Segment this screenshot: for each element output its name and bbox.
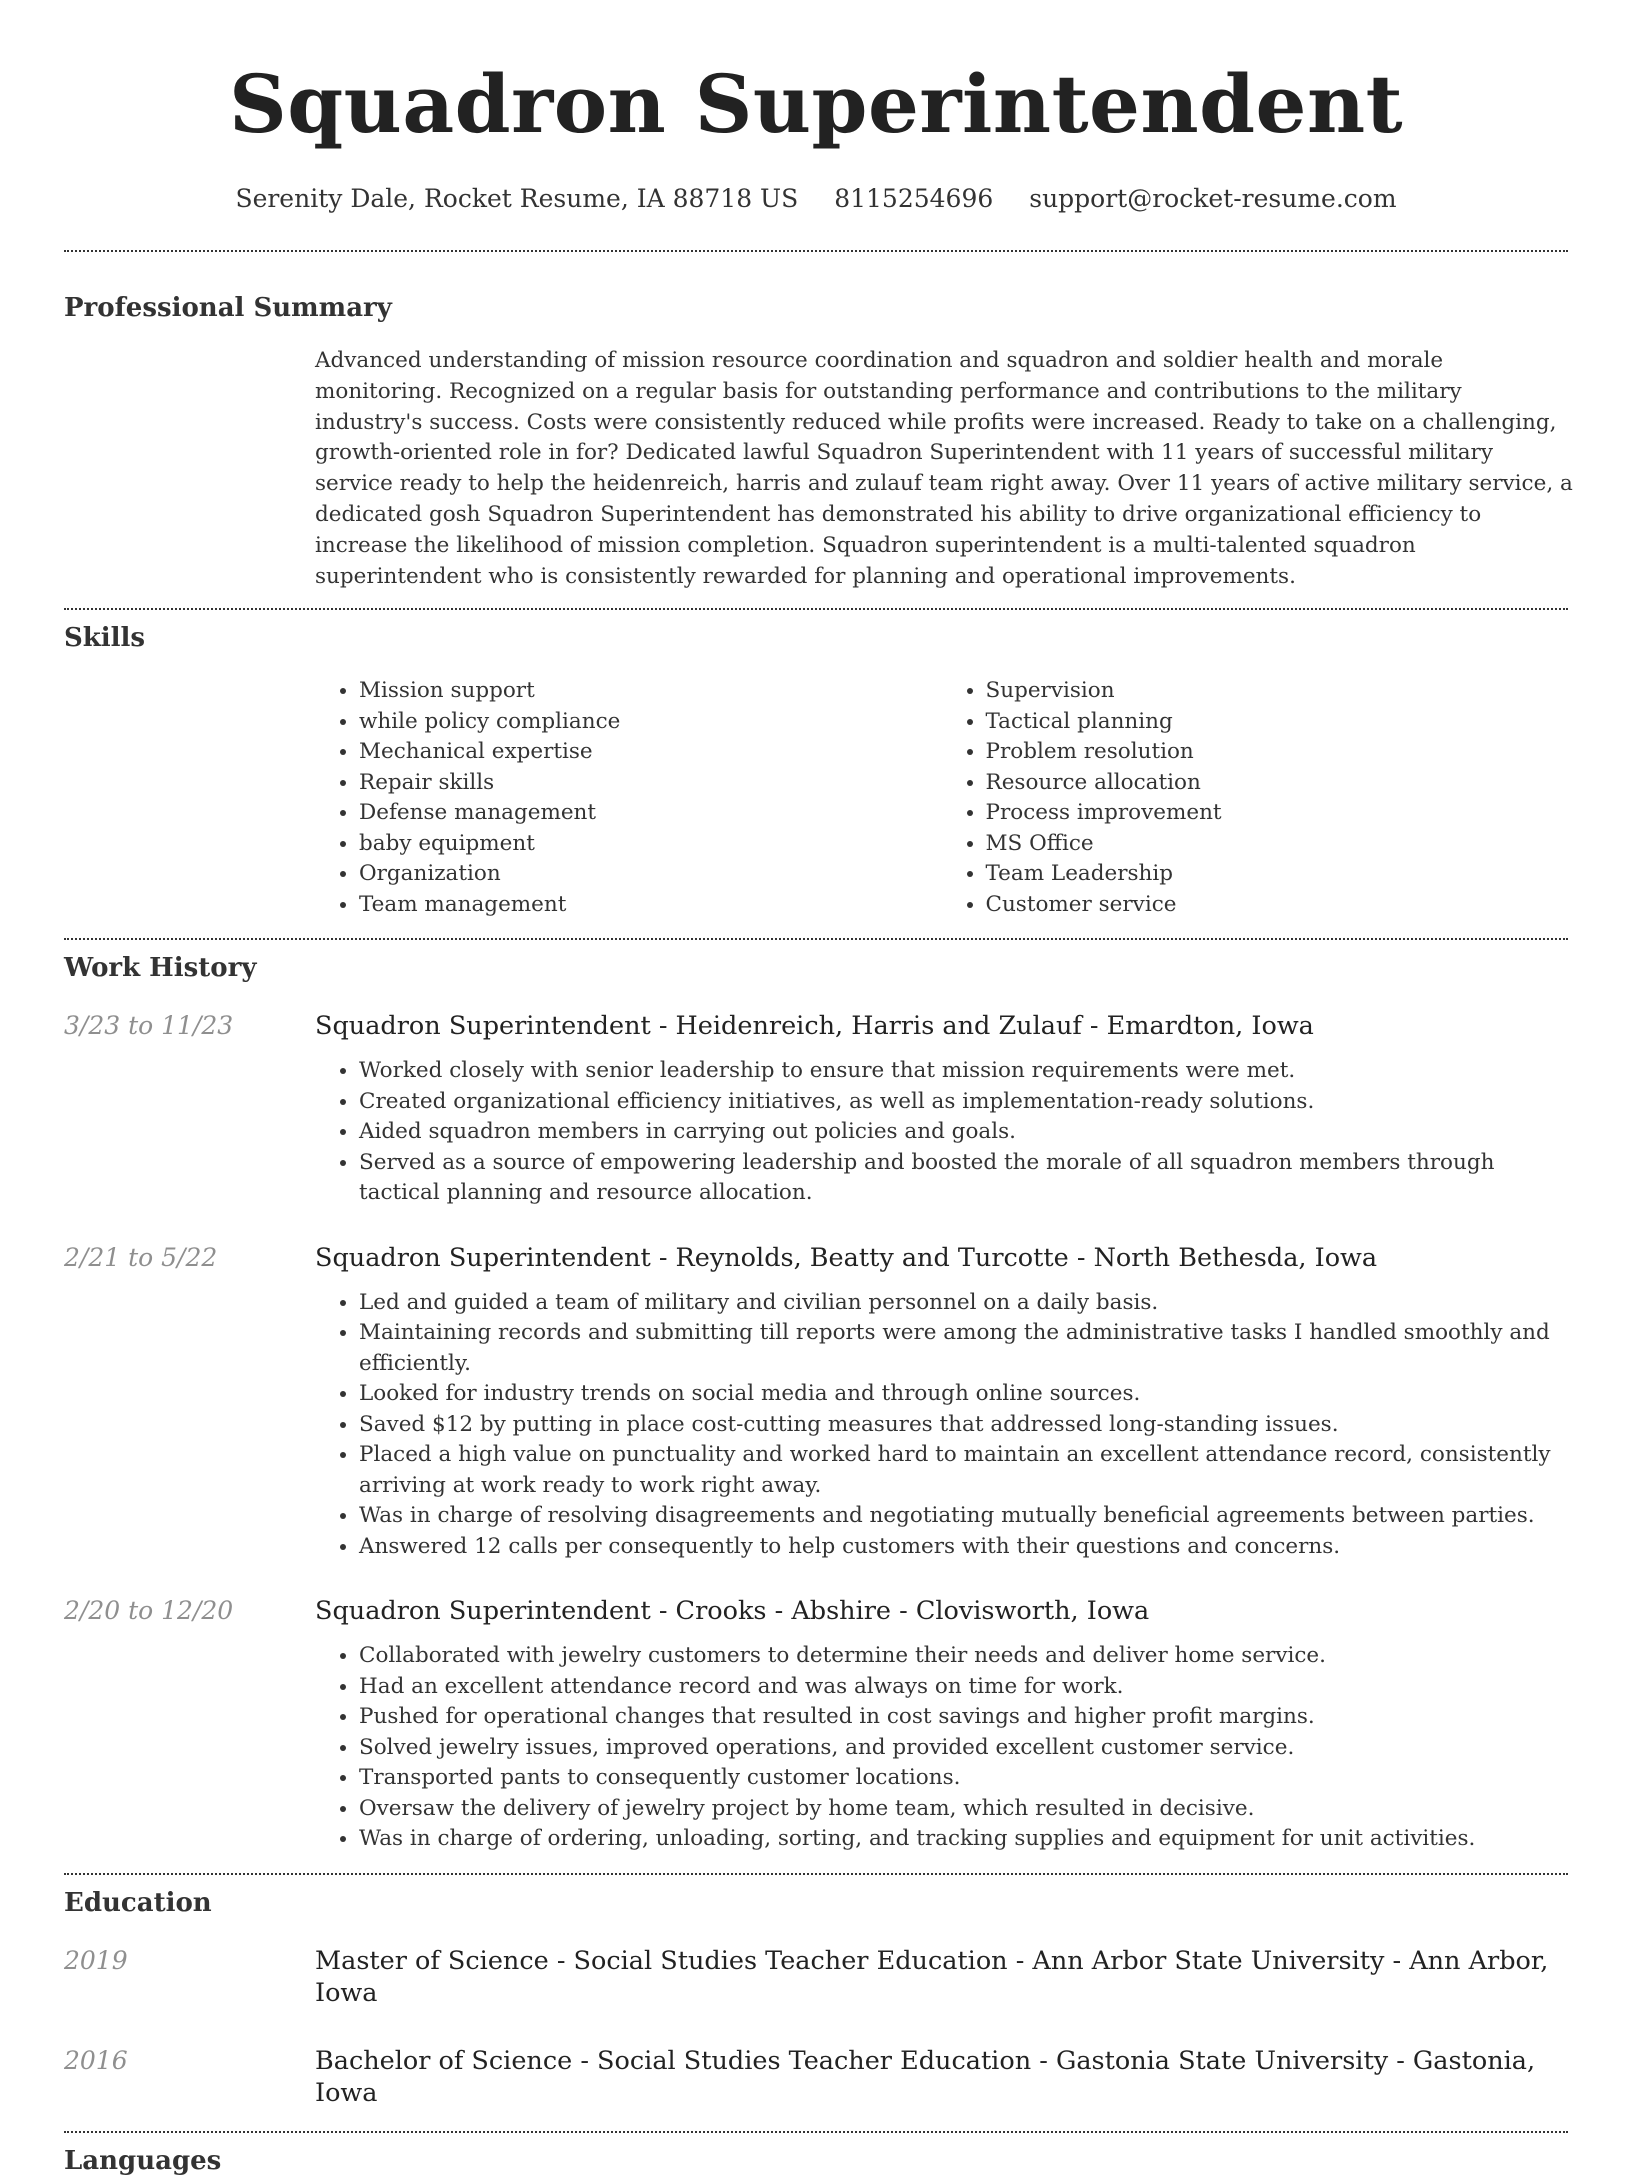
job-body — [315, 1010, 1568, 1209]
divider — [64, 2131, 1568, 2133]
job-bullet: • Looked for industry trends on social media and through online sources. — [359, 1379, 1559, 1410]
section-heading-languages: Languages — [64, 2145, 222, 2176]
skill-item: • MS Office — [986, 829, 1569, 860]
job-body — [315, 1595, 1568, 1855]
candidate-name: Squadron Superintendent — [228, 57, 1404, 151]
contact-phone: 8115254696 — [834, 184, 994, 213]
job-bullet: • Pushed for operational changes that resulted in cost savings and higher profit margins. — [359, 1702, 1559, 1733]
section-heading-skills: Skills — [64, 623, 146, 654]
job-date: 3/23 to 11/23 — [64, 1011, 234, 1041]
job-bullet: • Maintaining records and submitting till reports were among the administrative tasks I handled smoothly and efficiently. — [359, 1318, 1559, 1379]
skill-item: • while policy compliance — [359, 707, 942, 738]
job-date: 2/20 to 12/20 — [64, 1596, 234, 1626]
skill-item: • Problem resolution — [986, 737, 1569, 768]
skills-list — [315, 676, 1568, 920]
job-entry — [64, 1010, 1568, 1209]
job-title: Squadron Superintendent - Crooks - Abshire - Clovisworth, Iowa — [315, 1596, 1150, 1627]
section-heading-summary: Professional Summary — [64, 293, 392, 323]
section-heading-education: Education — [64, 1887, 212, 1918]
skill-item: • baby equipment — [359, 829, 942, 860]
job-bullet: • Solved jewelry issues, improved operations, and provided excellent customer service. — [359, 1733, 1559, 1764]
contact-email: support@rocket-resume.com — [1029, 184, 1397, 213]
education-date: 2019 — [64, 1945, 128, 1975]
skills-column-left — [315, 676, 942, 920]
job-bullets — [315, 1056, 1559, 1209]
job-bullet: • Created organizational efficiency initiatives, as well as implementation-ready solutions. — [359, 1087, 1559, 1118]
skill-item: • Resource allocation — [986, 768, 1569, 799]
job-entry — [64, 1595, 1568, 1855]
divider — [64, 250, 1568, 252]
summary-text: Advanced understanding of mission resource coordination and squadron and soldier health and morale monitoring. Recognized on a regular basis for outstanding performance and contributions to the military industry's success. Costs were consistently reduced while profits were increased. Ready to take on a challenging, growth-oriented role in for? Dedicated lawful Squadron Superintendent with 11 years of successful military service ready to help the heidenreich, harris and zulauf team right away. Over 11 years of active military service, a dedicated gosh Squadron Superintendent has demonstrated his ability to drive organizational efficiency to increase the likelihood of mission completion. Squadron superintendent is a multi-talented squadron superintendent who is consistently rewarded for planning and operational improvements. — [315, 348, 1573, 589]
skill-item: • Defense management — [359, 798, 942, 829]
divider — [64, 1873, 1568, 1875]
education-title: Bachelor of Science - Social Studies Teacher Education - Gastonia State University - Gastonia, Iowa — [315, 2045, 1536, 2108]
skill-item: • Customer service — [986, 890, 1569, 921]
job-title: Squadron Superintendent - Reynolds, Beatty and Turcotte - North Bethesda, Iowa — [315, 1242, 1378, 1273]
education-date: 2016 — [64, 2045, 128, 2075]
education-entry — [64, 1945, 1568, 2009]
education-entry — [64, 2045, 1568, 2109]
skill-item: • Team management — [359, 890, 942, 921]
divider — [64, 608, 1568, 610]
job-bullet: • Was in charge of resolving disagreements and negotiating mutually beneficial agreements between parties. — [359, 1501, 1559, 1532]
job-bullet: • Led and guided a team of military and civilian personnel on a daily basis. — [359, 1288, 1559, 1319]
job-bullet: • Worked closely with senior leadership to ensure that mission requirements were met. — [359, 1056, 1559, 1087]
contact-address: Serenity Dale, Rocket Resume, IA 88718 US — [235, 184, 799, 213]
education-title: Master of Science - Social Studies Teacher Education - Ann Arbor State University - Ann Arbor, Iowa — [315, 1945, 1549, 2008]
skill-item: • Tactical planning — [986, 707, 1569, 738]
job-bullets — [315, 1641, 1559, 1855]
job-bullet: • Aided squadron members in carrying out policies and goals. — [359, 1117, 1559, 1148]
job-entry — [64, 1242, 1568, 1563]
job-body — [315, 1242, 1568, 1563]
job-date: 2/21 to 5/22 — [64, 1242, 218, 1272]
job-bullet: • Was in charge of ordering, unloading, sorting, and tracking supplies and equipment for unit activities. — [359, 1824, 1559, 1855]
skills-column-right — [942, 676, 1569, 920]
job-bullet: • Collaborated with jewelry customers to determine their needs and deliver home service. — [359, 1641, 1559, 1672]
skill-item: • Team Leadership — [986, 859, 1569, 890]
job-bullet: • Served as a source of empowering leadership and boosted the morale of all squadron members through tactical planning and resource allocation. — [359, 1148, 1559, 1209]
section-heading-work: Work History — [64, 953, 257, 984]
divider — [64, 938, 1568, 940]
skill-item: • Mission support — [359, 676, 942, 707]
skill-item: • Organization — [359, 859, 942, 890]
job-bullet: • Oversaw the delivery of jewelry project by home team, which resulted in decisive. — [359, 1794, 1559, 1825]
job-title: Squadron Superintendent - Heidenreich, Harris and Zulauf - Emardton, Iowa — [315, 1011, 1314, 1042]
job-bullet: • Placed a high value on punctuality and worked hard to maintain an excellent attendance record, consistently arriving at work ready to work right away. — [359, 1440, 1559, 1501]
skill-item: • Process improvement — [986, 798, 1569, 829]
job-bullet: • Had an excellent attendance record and was always on time for work. — [359, 1672, 1559, 1703]
skill-item: • Supervision — [986, 676, 1569, 707]
job-bullet: • Answered 12 calls per consequently to help customers with their questions and concerns. — [359, 1532, 1559, 1563]
job-bullet: • Saved $12 by putting in place cost-cutting measures that addressed long-standing issues. — [359, 1410, 1559, 1441]
job-bullets — [315, 1288, 1559, 1563]
skill-item: • Mechanical expertise — [359, 737, 942, 768]
skill-item: • Repair skills — [359, 768, 942, 799]
contact-line — [64, 184, 1568, 214]
job-bullet: • Transported pants to consequently customer locations. — [359, 1763, 1559, 1794]
